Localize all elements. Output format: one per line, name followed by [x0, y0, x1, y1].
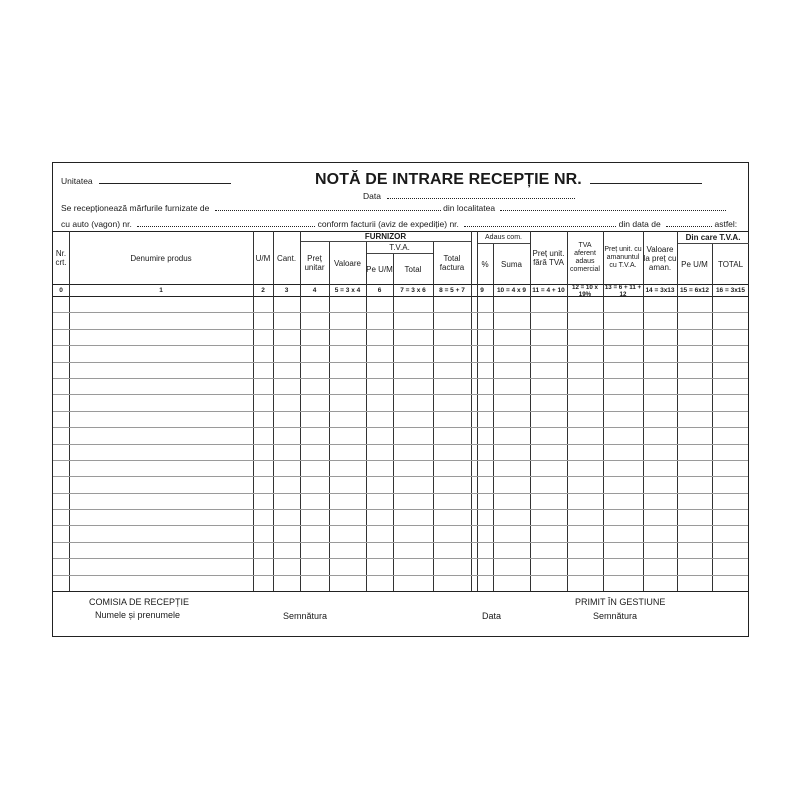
header-vat-markup: TVA aferent adaus comercial	[570, 242, 600, 273]
column-divider	[393, 254, 394, 591]
table-row[interactable]	[53, 329, 748, 330]
supplier-blank[interactable]	[215, 210, 441, 211]
column-divider	[712, 244, 713, 591]
header-product: Denumire produs	[130, 253, 192, 263]
index-cell: 16 = 3x15	[715, 287, 746, 294]
index-cell: 12 = 10 x 19%	[572, 285, 598, 296]
footer-commission: COMISIA DE RECEPȚIE	[89, 597, 190, 607]
number-blank[interactable]	[590, 183, 702, 184]
locality-blank[interactable]	[500, 210, 726, 211]
header-vat-per-um: Pe U/M	[366, 264, 393, 274]
table-row[interactable]	[53, 312, 748, 313]
table-row[interactable]	[53, 493, 748, 494]
table-row[interactable]	[53, 362, 748, 363]
header-retail-value: Valoare la preț cu aman.	[643, 244, 677, 272]
index-cell: 3	[284, 287, 289, 294]
header-vat-total: Total	[404, 264, 422, 274]
footer-signature-1: Semnătura	[283, 611, 328, 621]
index-cell: 7 = 3 x 6	[400, 287, 426, 294]
table-row[interactable]	[53, 394, 748, 395]
table-row[interactable]	[53, 411, 748, 412]
header-of-which-total: TOTAL	[717, 259, 744, 269]
index-cell: 0	[59, 287, 63, 294]
transport-line	[61, 219, 737, 229]
footer-received: PRIMIT ÎN GESTIUNE	[575, 597, 666, 607]
footer-names: Numele și prenumele	[95, 610, 181, 620]
header-value: Valoare	[334, 258, 361, 268]
index-cell: 2	[261, 287, 265, 294]
received-label: Se recepționează mărfurile furnizate de	[61, 203, 210, 213]
header-supplier-group: FURNIZOR	[364, 232, 407, 241]
header-invoice-total: Total factura	[439, 254, 465, 272]
reception-form	[52, 162, 749, 637]
table-row[interactable]	[53, 345, 748, 346]
header-of-which-vat: Din care T.V.A.	[685, 233, 741, 242]
header-um: U/M	[255, 253, 271, 263]
header-markup-group: Adaus com.	[485, 233, 522, 241]
index-cell: 6	[377, 287, 382, 294]
index-cell: 15 = 6x12	[679, 287, 710, 294]
footer-date: Data	[482, 611, 502, 621]
transport-blank[interactable]	[137, 226, 315, 227]
table-row[interactable]	[53, 378, 748, 379]
index-cell: 14 = 3x13	[645, 287, 675, 294]
table-row[interactable]	[53, 509, 748, 510]
index-cell: 10 = 4 x 9	[496, 287, 527, 294]
index-cell: 4	[312, 287, 317, 294]
as-follows-label: astfel:	[714, 219, 738, 229]
supplier-line	[61, 203, 726, 213]
header-retail-price: Preț unit. cu amanuntul cu T.V.A.	[604, 246, 642, 269]
index-cell: 9	[480, 287, 484, 294]
table-row[interactable]	[53, 476, 748, 477]
invoice-blank[interactable]	[464, 226, 616, 227]
header-nr-crt: Nr. crt.	[55, 249, 67, 267]
header-qty: Cant.	[276, 253, 297, 263]
index-cell: 8 = 5 + 7	[439, 287, 465, 294]
index-cell: 11 = 4 + 10	[532, 287, 565, 294]
date-blank[interactable]	[387, 198, 575, 199]
table-row[interactable]	[53, 460, 748, 461]
header-markup-sum: Suma	[501, 259, 522, 269]
date-field	[363, 191, 575, 201]
header-price-no-vat: Preț unit. fără TVA	[532, 249, 565, 267]
header-markup-pct: %	[481, 259, 489, 269]
table-row[interactable]	[53, 558, 748, 559]
date-from-label: din data de	[618, 219, 661, 229]
unit-label: Unitatea	[61, 176, 93, 186]
transport-label: cu auto (vagon) nr.	[61, 219, 132, 229]
column-divider	[493, 244, 494, 591]
index-cell: 13 = 6 + 11 + 12	[604, 285, 642, 296]
table-row[interactable]	[53, 525, 748, 526]
unit-blank[interactable]	[99, 183, 231, 184]
unit-field	[61, 176, 231, 186]
date-from-blank[interactable]	[666, 226, 712, 227]
footer-signature-2: Semnătura	[593, 611, 638, 621]
header-unit-price: Preț unitar	[304, 254, 325, 272]
index-cell: 1	[159, 287, 163, 294]
date-label: Data	[363, 191, 381, 201]
table-bottom-border	[53, 591, 748, 592]
header-vat-group: T.V.A.	[389, 243, 410, 252]
locality-label: din localitatea	[443, 203, 496, 213]
index-cell: 5 = 3 x 4	[334, 287, 361, 294]
table-row[interactable]	[53, 444, 748, 445]
table-row[interactable]	[53, 575, 748, 576]
table-row[interactable]	[53, 542, 748, 543]
form-title	[315, 171, 702, 189]
table-row[interactable]	[53, 427, 748, 428]
invoice-label: conform facturii (aviz de expediție) nr.	[317, 219, 459, 229]
title-text: NOTĂ DE INTRARE RECEPȚIE NR.	[315, 171, 582, 188]
header-of-which-per-um: Pe U/M	[681, 259, 708, 269]
